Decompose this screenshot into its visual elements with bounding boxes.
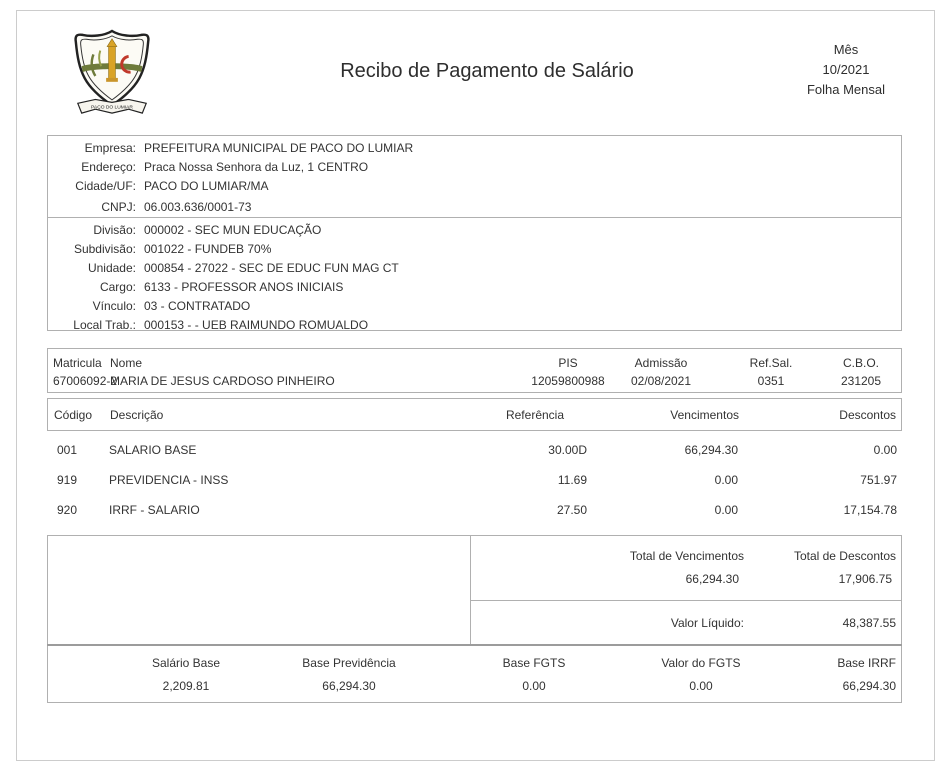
assignment-row: [48, 221, 901, 240]
bases-box: [47, 646, 902, 703]
pis-value: 12059800988: [531, 374, 605, 388]
cell-vencimentos: 66,294.30: [684, 443, 738, 457]
nome-value: MARIA DE JESUS CARDOSO PINHEIRO: [110, 374, 335, 388]
totals-empty-box: [47, 535, 471, 645]
employee-name: [110, 354, 335, 390]
admissao-label: Admissão: [634, 356, 688, 370]
company-section: [48, 136, 901, 217]
base-value: 2,209.81: [162, 679, 210, 693]
cell-codigo: 919: [57, 473, 78, 487]
valor-fgts: [631, 656, 771, 693]
col-header-vencimentos: Vencimentos: [670, 408, 739, 422]
month-value: 10/2021: [822, 62, 870, 77]
cell-codigo: 001: [57, 443, 78, 457]
cell-descricao: PREVIDENCIA - INSS: [109, 473, 229, 487]
col-header-codigo: Código: [54, 408, 93, 422]
base-value: 0.00: [689, 679, 713, 693]
cell-descontos: 17,154.78: [843, 503, 897, 517]
cell-vencimentos: 0.00: [714, 473, 738, 487]
earnings-table-header: [47, 398, 902, 431]
base-value: 0.00: [522, 679, 546, 693]
assignment-row: [48, 259, 901, 278]
row-label: Vínculo:: [92, 299, 136, 313]
row-value: PACO DO LUMIAR/MA: [144, 179, 269, 193]
admissao-value: 02/08/2021: [630, 374, 692, 388]
base-label: Valor do FGTS: [661, 656, 741, 670]
cell-codigo: 920: [57, 503, 78, 517]
base-previdencia: [279, 656, 419, 693]
cell-descontos: 751.97: [860, 473, 897, 487]
total-vencimentos-label: Total de Vencimentos: [629, 549, 744, 563]
cbo-value: 231205: [840, 374, 882, 388]
earnings-row: [47, 466, 902, 496]
pis-label: PIS: [558, 356, 578, 370]
crest-banner-text: PAÇO DO LUMIAR: [91, 105, 133, 111]
assignment-row: [48, 278, 901, 297]
page-title: Recibo de Pagamento de Salário: [340, 60, 634, 82]
employee-matricula: [53, 354, 117, 390]
employee-cbo: [801, 354, 921, 390]
col-header-descontos: Descontos: [839, 408, 896, 422]
company-row: [48, 198, 901, 217]
row-value: 000153 - - UEB RAIMUNDO ROMUALDO: [144, 318, 369, 332]
earnings-row: [47, 496, 902, 526]
row-value: 06.003.636/0001-73: [144, 200, 252, 214]
employee-admissao: [601, 354, 721, 390]
matricula-label: Matricula: [53, 356, 102, 370]
totals-divider: [471, 600, 901, 601]
cell-descricao: SALARIO BASE: [109, 443, 197, 457]
cell-referencia: 11.69: [557, 473, 587, 487]
company-row: [48, 139, 901, 158]
cbo-label: C.B.O.: [842, 356, 879, 370]
row-label: Cargo:: [99, 280, 136, 294]
row-value: PREFEITURA MUNICIPAL DE PACO DO LUMIAR: [144, 141, 414, 155]
cell-descricao: IRRF - SALARIO: [109, 503, 200, 517]
base-salario: [116, 656, 256, 693]
row-label: Divisão:: [93, 223, 136, 237]
assignment-row: [48, 297, 901, 316]
row-value: Praca Nossa Senhora da Luz, 1 CENTRO: [144, 160, 369, 174]
base-irrf: [756, 656, 896, 693]
row-label: Unidade:: [87, 261, 136, 275]
total-vencimentos-value: 66,294.30: [685, 572, 739, 586]
sheet-type: Folha Mensal: [806, 82, 886, 97]
base-label: Base IRRF: [837, 656, 896, 670]
total-descontos-label: Total de Descontos: [793, 549, 896, 563]
assignment-row: [48, 316, 901, 335]
row-label: Empresa:: [84, 141, 136, 155]
row-value: 03 - CONTRATADO: [144, 299, 251, 313]
month-label: Mês: [833, 42, 859, 57]
col-header-descricao: Descrição: [110, 408, 164, 422]
totals-box: [470, 535, 902, 645]
assignment-row: [48, 240, 901, 259]
row-label: Cidade/UF:: [75, 179, 136, 193]
period-block: [762, 40, 930, 100]
row-value: 6133 - PROFESSOR ANOS INICIAIS: [144, 280, 344, 294]
valor-liquido-label: Valor Líquido:: [670, 616, 744, 630]
base-label: Base FGTS: [502, 656, 566, 670]
row-label: Subdivisão:: [73, 242, 136, 256]
cell-referencia: 30.00D: [548, 443, 587, 457]
row-label: Local Trab.:: [73, 318, 136, 332]
cell-referencia: 27.50: [556, 503, 587, 517]
row-label: CNPJ:: [101, 200, 136, 214]
cell-vencimentos: 0.00: [714, 503, 738, 517]
row-label: Endereço:: [81, 160, 136, 174]
matricula-value: 67006092-2: [53, 374, 118, 388]
row-value: 001022 - FUNDEB 70%: [144, 242, 272, 256]
earnings-row: [47, 436, 902, 466]
refsal-label: Ref.Sal.: [749, 356, 793, 370]
employer-box: [47, 135, 902, 331]
base-value: 66,294.30: [842, 679, 896, 693]
base-label: Base Previdência: [302, 656, 396, 670]
valor-liquido-value: 48,387.55: [842, 616, 896, 630]
base-label: Salário Base: [151, 656, 221, 670]
row-value: 000854 - 27022 - SEC DE EDUC FUN MAG CT: [144, 261, 399, 275]
refsal-value: 0351: [757, 374, 785, 388]
total-descontos-value: 17,906.75: [838, 572, 892, 586]
col-header-referencia: Referência: [505, 408, 564, 422]
nome-label: Nome: [110, 356, 143, 370]
employee-box: [47, 348, 902, 393]
cell-descontos: 0.00: [873, 443, 897, 457]
base-fgts: [464, 656, 604, 693]
company-row: [48, 158, 901, 177]
company-row: [48, 177, 901, 196]
row-value: 000002 - SEC MUN EDUCAÇÃO: [144, 223, 322, 237]
assignment-section: [48, 217, 901, 335]
base-value: 66,294.30: [322, 679, 376, 693]
